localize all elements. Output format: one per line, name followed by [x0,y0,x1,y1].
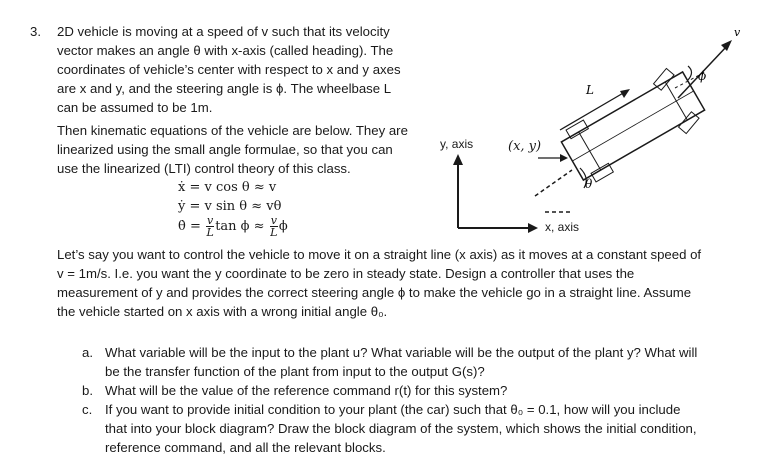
eq3-mid: tan ϕ ≈ [215,219,269,234]
linear-line: linearized using the small angle formulae, so that you can [57,142,393,157]
task-line: Let’s say you want to control the vehicle to move it on a straight line (x axis) as it moves at a constant speed of [57,247,702,262]
question-b [105,381,507,400]
intro-line: are x and y, and the steering angle is ϕ. The wheelbase L [57,81,392,96]
center-pointer-arrowhead [560,154,568,162]
eq3-frac1-num: v [206,214,214,227]
x-axis-label: x, axis [545,220,580,234]
rear-wheel-right [591,163,613,182]
question-c-line: reference command, and all the relevant blocks. [105,440,386,455]
heading-label: θ [585,177,593,191]
rear-wheel-left [566,120,588,139]
question-a-label: a. [82,345,93,360]
task-paragraph [57,245,701,321]
equation-xdot: ẋ = v cos θ ≈ v [178,180,277,195]
center-coordinate-label: (x, y) [508,139,542,154]
velocity-label: v [734,26,741,39]
eq3-frac1-den: L [206,226,214,239]
eq3-fraction-2 [270,215,278,238]
eq3-lhs: θ̇ = [178,219,205,234]
task-line: v = 1m/s. I.e. you want the y coordinate to be zero in steady state. Design a controller that uses the [57,266,635,281]
task-line: measurement of y and provides the correct steering angle ϕ to make the vehicle go in a straight line. Assume [57,285,692,300]
y-axis-label: y, axis [440,137,474,151]
linear-line: Then kinematic equations of the vehicle are below. They are [57,123,408,138]
eq3-frac2-den: L [270,226,278,239]
question-a-line: be the transfer function of the plant from input to the output G(s)? [105,364,485,379]
intro-line: coordinates of vehicle’s center with respect to x and y axes [57,62,401,77]
linear-line: use the linearized (LTI) control theory of this class. [57,161,351,176]
intro-line: can be assumed to be 1m. [57,100,213,115]
question-c-line: If you want to provide initial condition to your plant (the car) such that θ₀ = 0.1, how will you include [105,402,681,417]
intro-line: vector makes an angle θ with x-axis (called heading). The [57,43,394,58]
question-a-line: What variable will be the input to the plant u? What variable will be the output of the plant y? What will [105,345,698,360]
diagonal-dashed-line [535,170,572,196]
eq3-end: ϕ [278,219,288,234]
equation-thetadot [178,215,288,238]
wheelbase-arrowhead [620,89,630,98]
phi-arc [688,66,692,80]
steer-label: ϕ [698,69,707,83]
question-c-label: c. [82,402,93,417]
task-line: the vehicle started on x axis with a wrong initial angle θ₀. [57,304,388,319]
question-b-line: What will be the value of the reference command r(t) for this system? [105,383,508,398]
eq3-frac2-num: v [270,214,277,227]
equation-ydot: ẏ = v sin θ ≈ vθ [178,199,282,214]
vehicle-centerline [572,91,693,161]
intro-line: 2D vehicle is moving at a speed of v such that its velocity [57,24,390,39]
y-axis-arrowhead [453,154,463,165]
vehicle-diagram [420,18,750,243]
intro-paragraph [57,22,401,117]
wheelbase-label: L [586,83,594,97]
question-c-line: that into your block diagram? Draw the block diagram of the system, which shows the initial condition, [105,421,697,436]
velocity-arrowhead [721,40,732,51]
eq3-fraction-1 [206,215,214,238]
question-c [105,400,697,457]
problem-number: 3. [30,24,41,39]
question-a [105,343,697,381]
x-axis-arrowhead [528,223,538,233]
linearization-paragraph [57,121,408,178]
question-b-label: b. [82,383,93,398]
